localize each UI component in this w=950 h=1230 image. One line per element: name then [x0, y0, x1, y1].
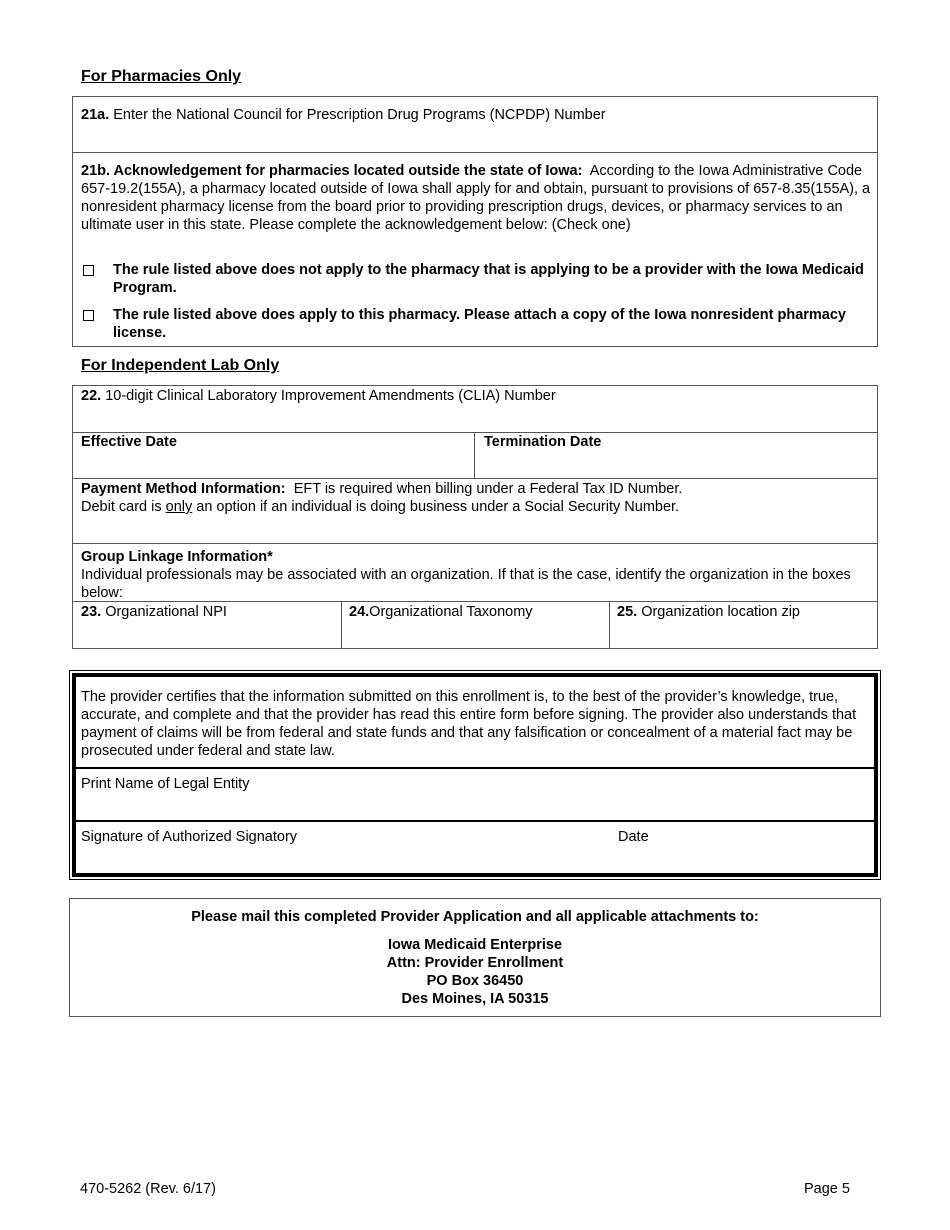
option2-checkbox[interactable]	[83, 310, 94, 321]
group-body: Individual professionals may be associated with an organization. If that is the case, identify the organization in the boxes below:	[81, 567, 851, 601]
payment-title: Payment Method Information:	[81, 481, 286, 497]
q23-number: 23.	[81, 604, 102, 620]
org-zip-field[interactable]	[617, 603, 800, 621]
q21a-number: 21a.	[81, 107, 110, 123]
form-number: 470-5262 (Rev. 6/17)	[80, 1181, 216, 1197]
divider	[341, 601, 342, 649]
q21b-body: According to the Iowa Administrative Code 657-19.2(155A), a pharmacy located outside of Iowa shall apply for and obtain, pursuant to provisions of 657-8.35(155A), a nonresident pharmacy license from the board prior to providing prescription drugs, devices, or pharmacy services to an ultimate user in this state. Please complete the acknowledgement below: (Check one)	[81, 163, 871, 233]
q22-label: 10-digit Clinical Laboratory Improvement Amendments (CLIA) Number	[105, 388, 556, 404]
mailing-address-line1: Iowa Medicaid Enterprise	[387, 937, 563, 953]
payment-line2-pre: Debit card is	[81, 499, 162, 515]
org-taxonomy-field[interactable]	[349, 603, 533, 621]
q22-number: 22.	[81, 388, 102, 404]
q24-label: Organizational Taxonomy	[369, 604, 533, 620]
q21b-paragraph	[81, 162, 871, 234]
divider	[72, 152, 878, 153]
ncpdp-field[interactable]	[81, 106, 871, 124]
payment-line1: EFT is required when billing under a Federal Tax ID Number.	[293, 481, 683, 497]
divider	[609, 601, 610, 649]
effective-date-field[interactable]: Effective Date	[81, 434, 177, 450]
option1-label: The rule listed above does not apply to the pharmacy that is applying to be a provider with the Iowa Medicaid Program.	[113, 262, 864, 296]
divider	[474, 432, 475, 478]
pharmacy-heading: For Pharmacies Only	[81, 68, 242, 85]
q25-label: Organization location zip	[641, 604, 800, 620]
payment-line2-post: an option if an individual is doing business under a Social Security Number.	[196, 499, 680, 515]
lab-heading: For Independent Lab Only	[81, 357, 280, 374]
mailing-address-line4: Des Moines, IA 50315	[401, 991, 549, 1007]
mailing-instruction: Please mail this completed Provider Application and all applicable attachments to:	[191, 909, 759, 925]
page-number: Page 5	[804, 1181, 850, 1197]
q23-label: Organizational NPI	[105, 604, 227, 620]
mailing-address-line2: Attn: Provider Enrollment	[386, 955, 564, 971]
print-name-field[interactable]: Print Name of Legal Entity	[81, 776, 250, 792]
divider	[76, 820, 874, 822]
option2-label: The rule listed above does apply to this pharmacy. Please attach a copy of the Iowa nonresident pharmacy license.	[113, 307, 846, 341]
q21a-label: Enter the National Council for Prescription Drug Programs (NCPDP) Number	[113, 107, 606, 123]
option1-checkbox[interactable]	[83, 265, 94, 276]
certification-statement: The provider certifies that the information submitted on this enrollment is, to the best of the provider’s knowledge, true, accurate, and complete and that the provider has read this entire form before signing. The provider also understands that payment of claims will be from federal and state funds and that any falsification or concealment of a material fact may be prosecuted under federal and state law.	[81, 689, 857, 759]
group-linkage-info	[81, 548, 873, 602]
clia-field[interactable]	[81, 387, 556, 405]
q21b-title: 21b. Acknowledgement for pharmacies located outside the state of Iowa:	[81, 163, 583, 179]
q25-number: 25.	[617, 604, 638, 620]
org-npi-field[interactable]	[81, 603, 227, 621]
q24-number: 24.	[349, 604, 370, 620]
payment-line2-only: only	[165, 499, 193, 515]
termination-date-field[interactable]: Termination Date	[484, 434, 602, 450]
signature-date-field[interactable]: Date	[618, 829, 649, 845]
divider	[72, 478, 878, 479]
divider	[72, 543, 878, 544]
mailing-address-line3: PO Box 36450	[426, 973, 524, 989]
group-title: Group Linkage Information*	[81, 549, 273, 565]
divider	[72, 432, 878, 433]
divider	[76, 767, 874, 769]
payment-method-info	[81, 480, 871, 516]
signature-field[interactable]: Signature of Authorized Signatory	[81, 829, 298, 845]
